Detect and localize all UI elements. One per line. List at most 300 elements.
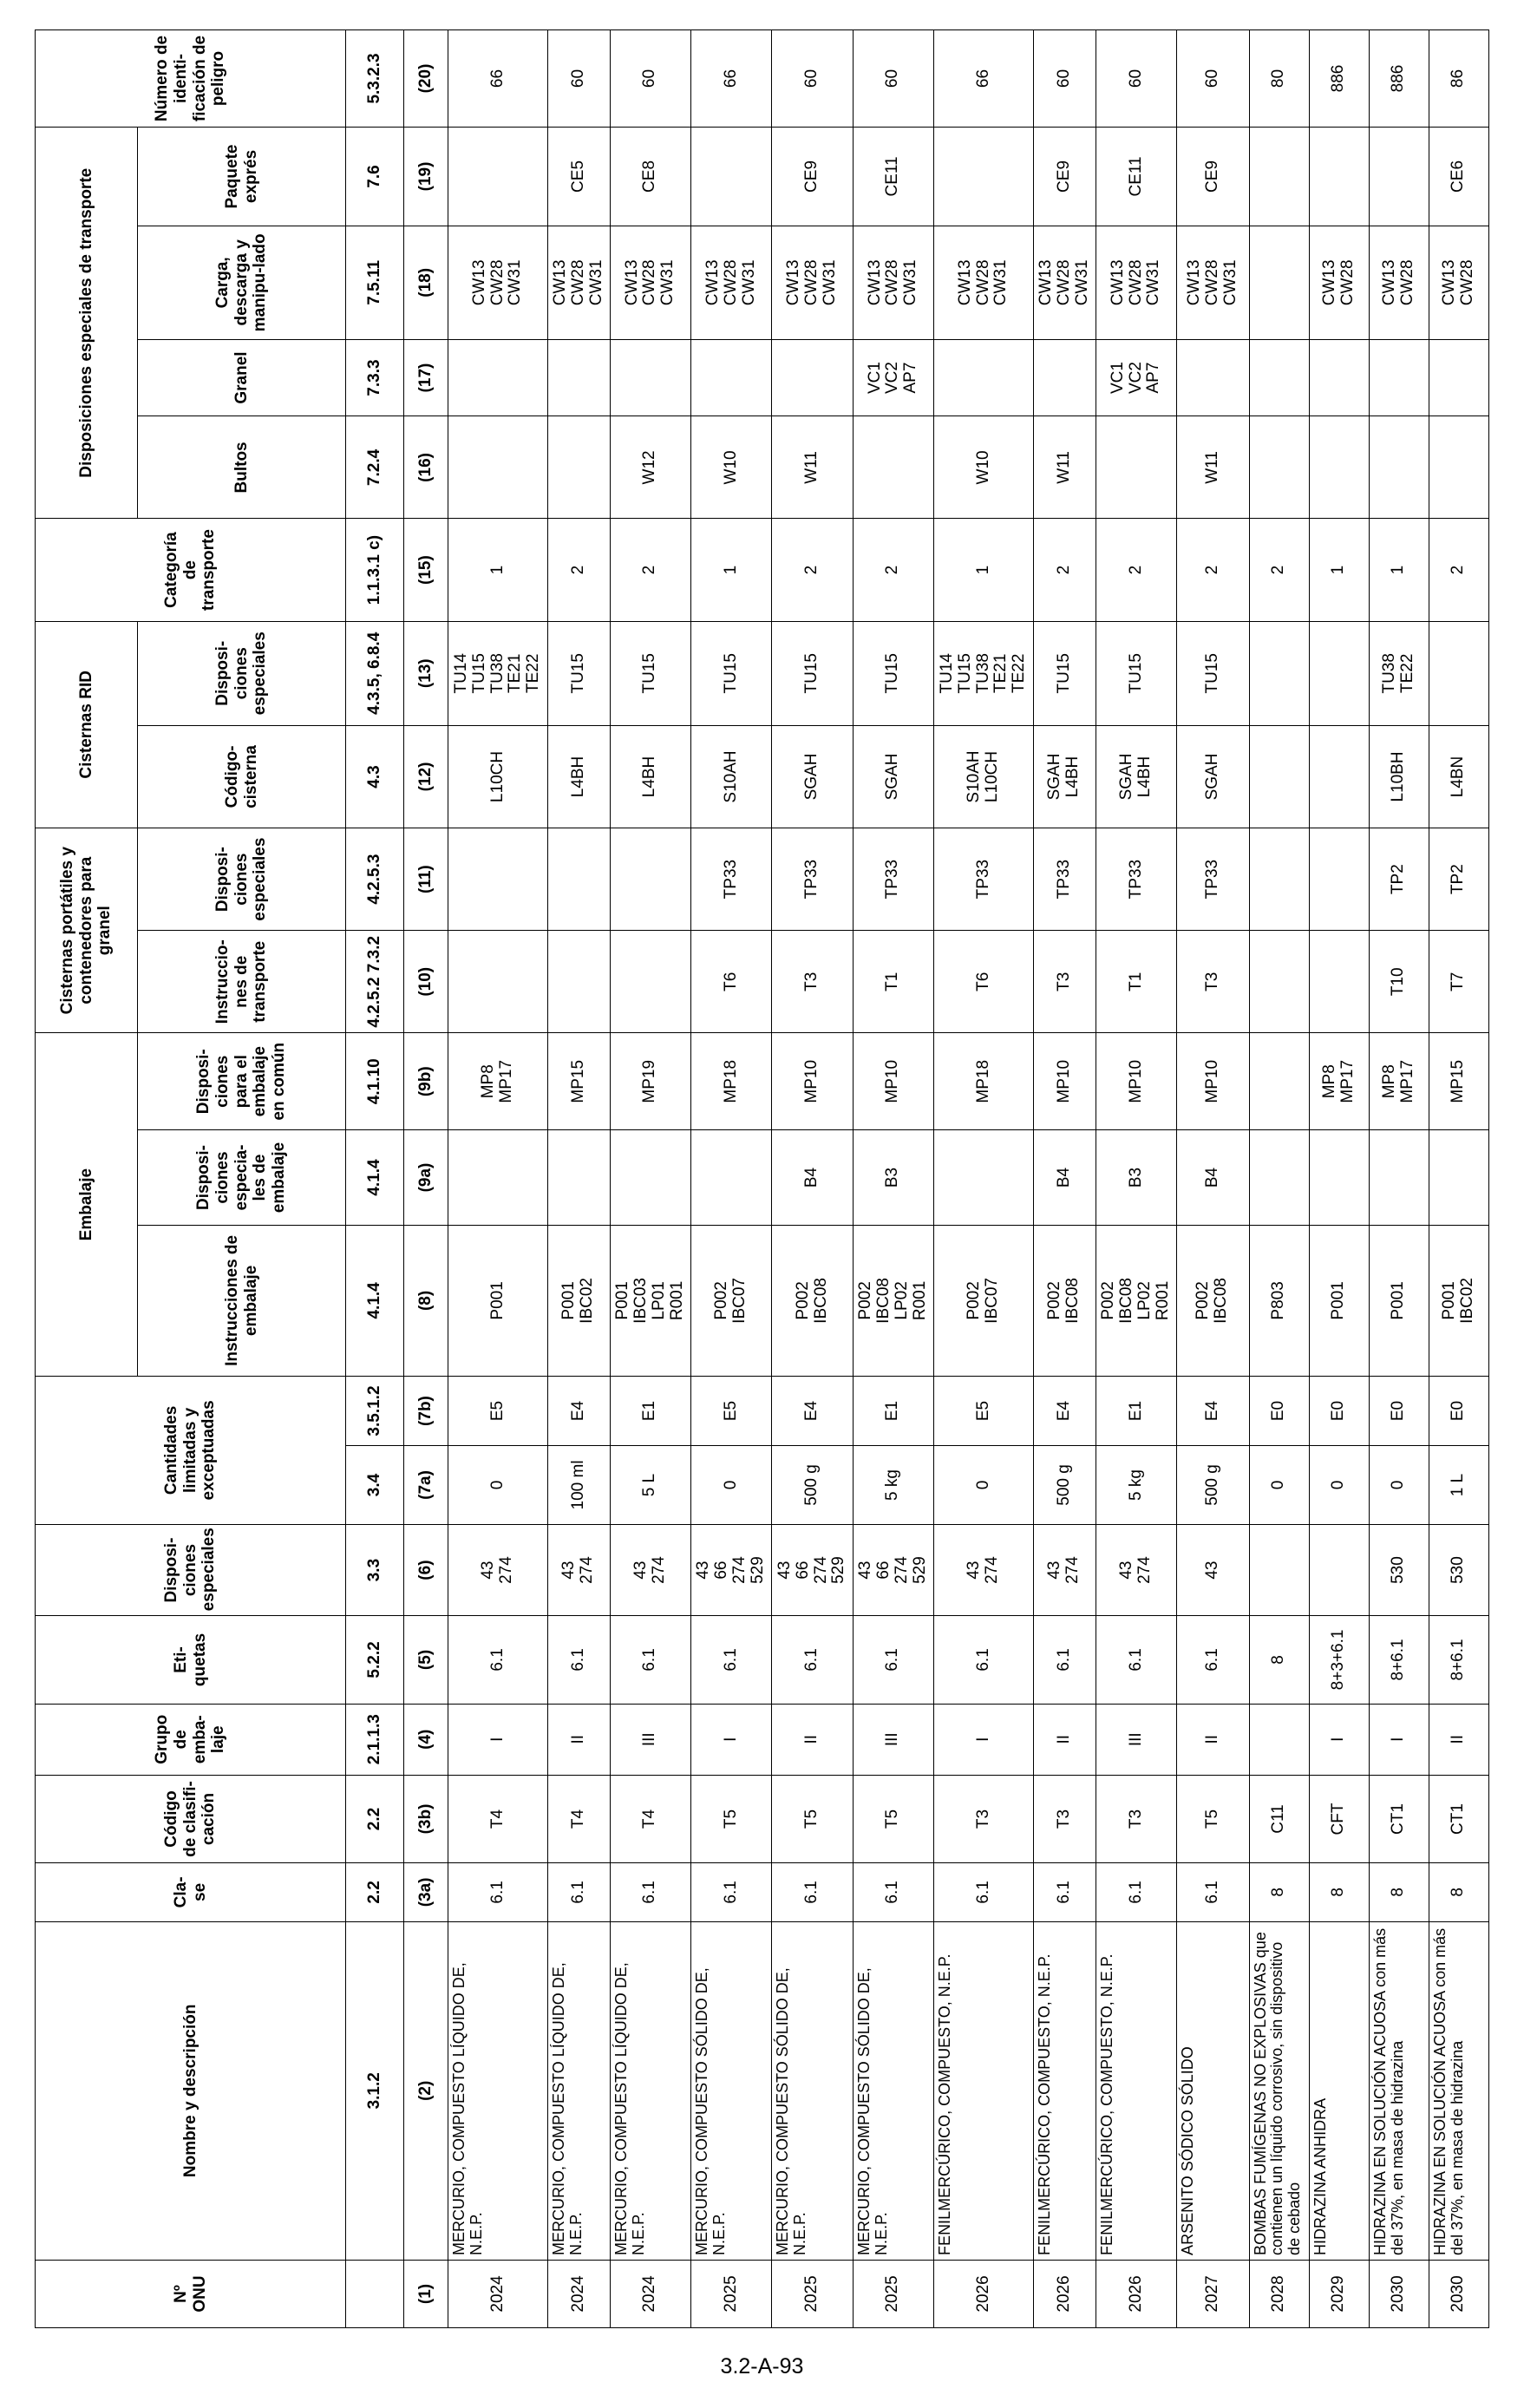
cell-tank-special: TP33 [691, 828, 772, 931]
cell-limited-quantity: 100 ml [547, 1446, 610, 1525]
cell-packing-group: I [1369, 1704, 1429, 1775]
cell-labels: 6.1 [1033, 1616, 1096, 1704]
cell-mixed-packing: MP8 MP17 [1369, 1033, 1429, 1130]
cell-express [1309, 127, 1369, 226]
cell-class: 6.1 [772, 1863, 853, 1922]
ref-cell: 3.4 [346, 1446, 404, 1525]
cell-transport-category: 1 [1369, 519, 1429, 621]
ref-cell: 7.2.4 [346, 416, 404, 519]
table-row [1249, 30, 1309, 2328]
cell-tank-code: SGAH [772, 725, 853, 828]
cell-bulk [772, 339, 853, 416]
cell-labels: 8+6.1 [1429, 1616, 1488, 1704]
cell-loading: CW13 CW28 CW31 [610, 226, 690, 339]
cell-special-packing [610, 1130, 690, 1226]
cell-labels: 8 [1249, 1616, 1309, 1704]
column-number-cell: (7a) [404, 1446, 448, 1525]
cell-labels: 6.1 [1096, 1616, 1176, 1704]
cell-packing-instruction: P002 IBC08 [1033, 1225, 1096, 1376]
cell-rid-special: TU15 [547, 621, 610, 725]
cell-bulk [1177, 339, 1250, 416]
column-number-cell: (2) [404, 1921, 448, 2260]
table-row [934, 30, 1034, 2328]
cell-excepted-quantity: E4 [772, 1376, 853, 1445]
cell-tank-code: SGAH L4BH [1096, 725, 1176, 828]
cell-mixed-packing: MP15 [547, 1033, 610, 1130]
cell-tank-code: S10AH [691, 725, 772, 828]
table-row [1096, 30, 1176, 2328]
column-number-cell: (16) [404, 416, 448, 519]
cell-rid-special [1429, 621, 1488, 725]
ref-cell: 4.3.5, 6.8.4 [346, 621, 404, 725]
cell-special-packing [1369, 1130, 1429, 1226]
cell-tank-special: TP2 [1369, 828, 1429, 931]
cell-packing-instruction: P002 IBC08 [1177, 1225, 1250, 1376]
cell-mixed-packing: MP10 [1177, 1033, 1250, 1130]
cell-labels: 6.1 [691, 1616, 772, 1704]
cell-tank-special [448, 828, 548, 931]
ref-cell: 4.3 [346, 725, 404, 828]
header-classification-code: Código de clasifi-cación [36, 1775, 346, 1862]
cell-packages [1096, 416, 1176, 519]
column-number-cell: (15) [404, 519, 448, 621]
cell-rid-special [1249, 621, 1309, 725]
cell-special-provisions: 43 66 274 529 [772, 1524, 853, 1615]
cell-tank-code: SGAH [853, 725, 933, 828]
cell-limited-quantity: 0 [1369, 1446, 1429, 1525]
cell-mixed-packing: MP10 [1096, 1033, 1176, 1130]
cell-labels: 8+6.1 [1369, 1616, 1429, 1704]
cell-tank-special: TP33 [1096, 828, 1176, 931]
cell-express: CE11 [853, 127, 933, 226]
cell-tank-instruction: T3 [772, 931, 853, 1033]
cell-packing-group: III [610, 1704, 690, 1775]
cell-packing-instruction: P001 [1369, 1225, 1429, 1376]
cell-packing-group: I [934, 1704, 1034, 1775]
cell-mixed-packing: MP8 MP17 [1309, 1033, 1369, 1130]
cell-transport-category: 2 [610, 519, 690, 621]
cell-special-provisions: 43 274 [1033, 1524, 1096, 1615]
cell-transport-category: 2 [1177, 519, 1250, 621]
header-packages: Bultos [138, 416, 346, 519]
cell-labels: 6.1 [547, 1616, 610, 1704]
cell-hazard-id: 66 [448, 30, 548, 128]
cell-tank-code: L4BH [610, 725, 690, 828]
cell-packing-group: II [1177, 1704, 1250, 1775]
column-number-cell: (11) [404, 828, 448, 931]
cell-packages [1429, 416, 1488, 519]
cell-packages [1309, 416, 1369, 519]
cell-name: MERCURIO, COMPUESTO SÓLIDO DE, N.E.P. [691, 1921, 772, 2260]
cell-un-number: 2030 [1369, 2260, 1429, 2327]
cell-special-packing [1429, 1130, 1488, 1226]
cell-classification-code: T5 [691, 1775, 772, 1862]
cell-loading: CW13 CW28 [1369, 226, 1429, 339]
cell-express [448, 127, 548, 226]
cell-transport-category: 1 [934, 519, 1034, 621]
cell-bulk [1033, 339, 1096, 416]
cell-un-number: 2026 [1096, 2260, 1176, 2327]
header-transport-category: Categoría de transporte [36, 519, 346, 621]
ref-cell: 7.3.3 [346, 339, 404, 416]
header-tank-special: Disposi-ciones especiales [138, 828, 346, 931]
cell-classification-code: CT1 [1369, 1775, 1429, 1862]
header-packing-group: Grupo de emba-laje [36, 1704, 346, 1775]
cell-special-packing [934, 1130, 1034, 1226]
ref-cell: 5.3.2.3 [346, 30, 404, 128]
cell-packing-instruction: P002 IBC07 [691, 1225, 772, 1376]
cell-packing-group: II [772, 1704, 853, 1775]
ref-cell: 3.1.2 [346, 1921, 404, 2260]
cell-special-packing [1249, 1130, 1309, 1226]
cell-packages: W12 [610, 416, 690, 519]
cell-packing-group [1249, 1704, 1309, 1775]
cell-tank-special: TP2 [1429, 828, 1488, 931]
cell-class: 8 [1429, 1863, 1488, 1922]
cell-labels: 6.1 [934, 1616, 1034, 1704]
header-labels: Eti-quetas [36, 1616, 346, 1704]
cell-limited-quantity: 0 [448, 1446, 548, 1525]
table-row [1369, 30, 1429, 2328]
cell-tank-special [1249, 828, 1309, 931]
cell-hazard-id: 60 [1033, 30, 1096, 128]
cell-packing-group: III [1096, 1704, 1176, 1775]
cell-classification-code: C11 [1249, 1775, 1309, 1862]
cell-labels: 6.1 [853, 1616, 933, 1704]
header-special-transport: Disposiciones especiales de transporte [36, 127, 138, 519]
ref-cell: 4.2.5.3 [346, 828, 404, 931]
cell-packing-instruction: P001 IBC03 LP01 R001 [610, 1225, 690, 1376]
cell-tank-code: S10AH L10CH [934, 725, 1034, 828]
cell-transport-category: 1 [1309, 519, 1369, 621]
cell-express [1369, 127, 1429, 226]
cell-express [934, 127, 1034, 226]
cell-packing-instruction: P001 IBC02 [1429, 1225, 1488, 1376]
cell-tank-special: TP33 [853, 828, 933, 931]
cell-packages: W11 [1177, 416, 1250, 519]
ref-cell: 4.1.4 [346, 1130, 404, 1226]
cell-tank-instruction: T1 [1096, 931, 1176, 1033]
cell-tank-instruction [610, 931, 690, 1033]
cell-tank-instruction [1309, 931, 1369, 1033]
cell-packing-instruction: P803 [1249, 1225, 1309, 1376]
cell-mixed-packing: MP10 [853, 1033, 933, 1130]
cell-special-provisions [1249, 1524, 1309, 1615]
table-row [1177, 30, 1250, 2328]
cell-hazard-id: 886 [1309, 30, 1369, 128]
cell-loading [1249, 226, 1309, 339]
cell-hazard-id: 60 [547, 30, 610, 128]
column-number-cell: (13) [404, 621, 448, 725]
cell-un-number: 2025 [691, 2260, 772, 2327]
cell-packages [1369, 416, 1429, 519]
cell-un-number: 2027 [1177, 2260, 1250, 2327]
cell-bulk [1309, 339, 1369, 416]
cell-tank-code: L10CH [448, 725, 548, 828]
cell-loading: CW13 CW28 [1429, 226, 1488, 339]
cell-excepted-quantity: E4 [547, 1376, 610, 1445]
cell-mixed-packing: MP15 [1429, 1033, 1488, 1130]
cell-un-number: 2026 [1033, 2260, 1096, 2327]
reference-row [346, 30, 404, 2328]
cell-mixed-packing: MP10 [772, 1033, 853, 1130]
cell-transport-category: 2 [1249, 519, 1309, 621]
ref-cell: 4.1.10 [346, 1033, 404, 1130]
table-row [853, 30, 933, 2328]
cell-excepted-quantity: E0 [1429, 1376, 1488, 1445]
cell-mixed-packing: MP18 [934, 1033, 1034, 1130]
header-special-provisions: Disposi-ciones especiales [36, 1524, 346, 1615]
cell-transport-category: 2 [853, 519, 933, 621]
cell-tank-special: TP33 [772, 828, 853, 931]
cell-excepted-quantity: E1 [853, 1376, 933, 1445]
cell-express: CE9 [1033, 127, 1096, 226]
cell-un-number: 2025 [853, 2260, 933, 2327]
cell-special-provisions: 43 274 [547, 1524, 610, 1615]
column-number-cell: (3a) [404, 1863, 448, 1922]
cell-bulk [610, 339, 690, 416]
cell-name: FENILMERCÚRICO, COMPUESTO, N.E.P. [1033, 1921, 1096, 2260]
cell-special-packing [1309, 1130, 1369, 1226]
ref-cell: 4.1.4 [346, 1225, 404, 1376]
cell-loading: CW13 CW28 CW31 [691, 226, 772, 339]
cell-loading: CW13 CW28 CW31 [1096, 226, 1176, 339]
cell-rid-special: TU15 [691, 621, 772, 725]
table-row [610, 30, 690, 2328]
cell-tank-instruction: T3 [1033, 931, 1096, 1033]
cell-bulk: VC1 VC2 AP7 [1096, 339, 1176, 416]
cell-special-packing: B4 [1177, 1130, 1250, 1226]
cell-mixed-packing [1249, 1033, 1309, 1130]
header-packing-instructions: Instrucciones de embalaje [138, 1225, 346, 1376]
cell-tank-special: TP33 [934, 828, 1034, 931]
cell-hazard-id: 66 [934, 30, 1034, 128]
cell-class: 6.1 [547, 1863, 610, 1922]
cell-classification-code: T4 [610, 1775, 690, 1862]
cell-packing-group: II [1033, 1704, 1096, 1775]
cell-special-provisions: 43 274 [610, 1524, 690, 1615]
cell-bulk [448, 339, 548, 416]
cell-special-packing [547, 1130, 610, 1226]
cell-class: 6.1 [934, 1863, 1034, 1922]
ref-cell: 5.2.2 [346, 1616, 404, 1704]
table-body [448, 30, 1489, 2328]
cell-excepted-quantity: E0 [1309, 1376, 1369, 1445]
cell-limited-quantity: 500 g [1033, 1446, 1096, 1525]
cell-name: ARSENITO SÓDICO SÓLIDO [1177, 1921, 1250, 2260]
cell-bulk [1249, 339, 1309, 416]
cell-classification-code: T5 [772, 1775, 853, 1862]
table-row [547, 30, 610, 2328]
cell-name: MERCURIO, COMPUESTO SÓLIDO DE, N.E.P. [772, 1921, 853, 2260]
cell-excepted-quantity: E5 [691, 1376, 772, 1445]
cell-classification-code: T5 [853, 1775, 933, 1862]
cell-limited-quantity: 5 L [610, 1446, 690, 1525]
cell-packages [853, 416, 933, 519]
cell-loading: CW13 CW28 CW31 [772, 226, 853, 339]
cell-name: FENILMERCÚRICO, COMPUESTO, N.E.P. [1096, 1921, 1176, 2260]
ref-cell: 3.3 [346, 1524, 404, 1615]
cell-loading: CW13 CW28 CW31 [853, 226, 933, 339]
cell-packing-instruction: P001 [1309, 1225, 1369, 1376]
cell-class: 6.1 [1177, 1863, 1250, 1922]
cell-bulk [1429, 339, 1488, 416]
cell-packages [448, 416, 548, 519]
cell-tank-instruction: T6 [691, 931, 772, 1033]
cell-excepted-quantity: E0 [1249, 1376, 1309, 1445]
cell-tank-instruction [1249, 931, 1309, 1033]
header-tank-code: Código-cisterna [138, 725, 346, 828]
cell-tank-special [610, 828, 690, 931]
cell-classification-code: T3 [1033, 1775, 1096, 1862]
cell-bulk: VC1 VC2 AP7 [853, 339, 933, 416]
cell-tank-code [1249, 725, 1309, 828]
cell-un-number: 2024 [610, 2260, 690, 2327]
cell-un-number: 2030 [1429, 2260, 1488, 2327]
cell-name: BOMBAS FUMÍGENAS NO EXPLOSIVAS que contienen un líquido corrosivo, sin dispositivo de cebado [1249, 1921, 1309, 2260]
cell-packing-group: III [853, 1704, 933, 1775]
cell-tank-instruction [448, 931, 548, 1033]
cell-packing-instruction: P002 IBC08 LP02 R001 [1096, 1225, 1176, 1376]
column-number-cell: (4) [404, 1704, 448, 1775]
ref-cell [346, 2260, 404, 2327]
cell-rid-special: TU15 [610, 621, 690, 725]
ref-cell: 2.1.1.3 [346, 1704, 404, 1775]
cell-excepted-quantity: E5 [934, 1376, 1034, 1445]
cell-loading: CW13 CW28 CW31 [448, 226, 548, 339]
cell-bulk [1369, 339, 1429, 416]
cell-transport-category: 2 [547, 519, 610, 621]
cell-transport-category: 2 [772, 519, 853, 621]
cell-limited-quantity: 500 g [772, 1446, 853, 1525]
cell-name: MERCURIO, COMPUESTO LÍQUIDO DE, N.E.P. [547, 1921, 610, 2260]
cell-rid-special: TU15 [772, 621, 853, 725]
table-row [1033, 30, 1096, 2328]
cell-express [691, 127, 772, 226]
cell-hazard-id: 66 [691, 30, 772, 128]
cell-bulk [691, 339, 772, 416]
cell-class: 6.1 [1033, 1863, 1096, 1922]
cell-packages [547, 416, 610, 519]
cell-loading: CW13 CW28 [1309, 226, 1369, 339]
cell-loading: CW13 CW28 CW31 [1033, 226, 1096, 339]
cell-mixed-packing: MP19 [610, 1033, 690, 1130]
cell-express: CE6 [1429, 127, 1488, 226]
header-packaging: Embalaje [36, 1033, 138, 1377]
cell-express: CE11 [1096, 127, 1176, 226]
cell-labels: 6.1 [1177, 1616, 1250, 1704]
cell-labels: 8+3+6.1 [1309, 1616, 1369, 1704]
cell-rid-special: TU14 TU15 TU38 TE21 TE22 [934, 621, 1034, 725]
cell-loading: CW13 CW28 CW31 [934, 226, 1034, 339]
cell-special-provisions: 530 [1369, 1524, 1429, 1615]
column-number-cell: (9b) [404, 1033, 448, 1130]
cell-tank-instruction: T6 [934, 931, 1034, 1033]
cell-special-provisions: 530 [1429, 1524, 1488, 1615]
cell-name: HIDRAZINA ANHIDRA [1309, 1921, 1369, 2260]
cell-special-provisions: 43 274 [934, 1524, 1034, 1615]
cell-tank-instruction: T1 [853, 931, 933, 1033]
column-number-cell: (8) [404, 1225, 448, 1376]
cell-tank-code: L10BH [1369, 725, 1429, 828]
table-row [1309, 30, 1369, 2328]
cell-special-provisions: 43 66 274 529 [691, 1524, 772, 1615]
dangerous-goods-table [35, 29, 1489, 2328]
header-rid-special: Disposi-ciones especiales [138, 621, 346, 725]
ref-cell: 2.2 [346, 1775, 404, 1862]
cell-limited-quantity: 0 [1249, 1446, 1309, 1525]
cell-excepted-quantity: E4 [1177, 1376, 1250, 1445]
cell-name: HIDRAZINA EN SOLUCIÓN ACUOSA con más del 37%, en masa de hidrazina [1369, 1921, 1429, 2260]
cell-class: 6.1 [1096, 1863, 1176, 1922]
cell-class: 6.1 [853, 1863, 933, 1922]
cell-packages: W10 [691, 416, 772, 519]
cell-un-number: 2025 [772, 2260, 853, 2327]
cell-hazard-id: 60 [1096, 30, 1176, 128]
cell-limited-quantity: 0 [691, 1446, 772, 1525]
page-number: 3.2-A-93 [720, 2354, 804, 2379]
header-hazard-id: Número de identi-ficación de peligro [36, 30, 346, 128]
column-number-cell: (6) [404, 1524, 448, 1615]
table-row [448, 30, 548, 2328]
cell-class: 6.1 [610, 1863, 690, 1922]
cell-hazard-id: 86 [1429, 30, 1488, 128]
cell-tank-special [547, 828, 610, 931]
cell-express: CE5 [547, 127, 610, 226]
cell-tank-special [1309, 828, 1369, 931]
cell-excepted-quantity: E1 [610, 1376, 690, 1445]
cell-name: MERCURIO, COMPUESTO LÍQUIDO DE, N.E.P. [610, 1921, 690, 2260]
column-number-cell: (3b) [404, 1775, 448, 1862]
cell-packing-group: II [547, 1704, 610, 1775]
cell-special-provisions [1309, 1524, 1369, 1615]
cell-mixed-packing: MP10 [1033, 1033, 1096, 1130]
cell-excepted-quantity: E5 [448, 1376, 548, 1445]
ref-cell: 7.5.11 [346, 226, 404, 339]
table-row [1429, 30, 1488, 2328]
cell-tank-instruction: T7 [1429, 931, 1488, 1033]
cell-class: 6.1 [691, 1863, 772, 1922]
cell-classification-code: T4 [448, 1775, 548, 1862]
header-limited-quantities: Cantidades limitadas y exceptuadas [36, 1376, 346, 1524]
cell-special-packing: B4 [1033, 1130, 1096, 1226]
cell-name: HIDRAZINA EN SOLUCIÓN ACUOSA con más del 37%, en masa de hidrazina [1429, 1921, 1488, 2260]
cell-packing-group: II [1429, 1704, 1488, 1775]
cell-tank-code: L4BN [1429, 725, 1488, 828]
cell-packing-group: I [1309, 1704, 1369, 1775]
cell-limited-quantity: 500 g [1177, 1446, 1250, 1525]
cell-tank-code: SGAH L4BH [1033, 725, 1096, 828]
header-express: Paquete exprés [138, 127, 346, 226]
cell-loading: CW13 CW28 CW31 [1177, 226, 1250, 339]
column-number-cell: (9a) [404, 1130, 448, 1226]
cell-bulk [934, 339, 1034, 416]
column-number-cell: (10) [404, 931, 448, 1033]
cell-transport-category: 1 [448, 519, 548, 621]
cell-hazard-id: 60 [772, 30, 853, 128]
header-name: Nombre y descripción [36, 1921, 346, 2260]
cell-express: CE8 [610, 127, 690, 226]
cell-excepted-quantity: E4 [1033, 1376, 1096, 1445]
header-un-number: Nº ONU [36, 2260, 346, 2327]
cell-tank-instruction: T3 [1177, 931, 1250, 1033]
ref-cell: 2.2 [346, 1863, 404, 1922]
header-class: Cla-se [36, 1863, 346, 1922]
column-number-row [404, 30, 448, 2328]
cell-rid-special: TU38 TE22 [1369, 621, 1429, 725]
cell-transport-category: 2 [1033, 519, 1096, 621]
ref-cell: 4.2.5.2 7.3.2 [346, 931, 404, 1033]
